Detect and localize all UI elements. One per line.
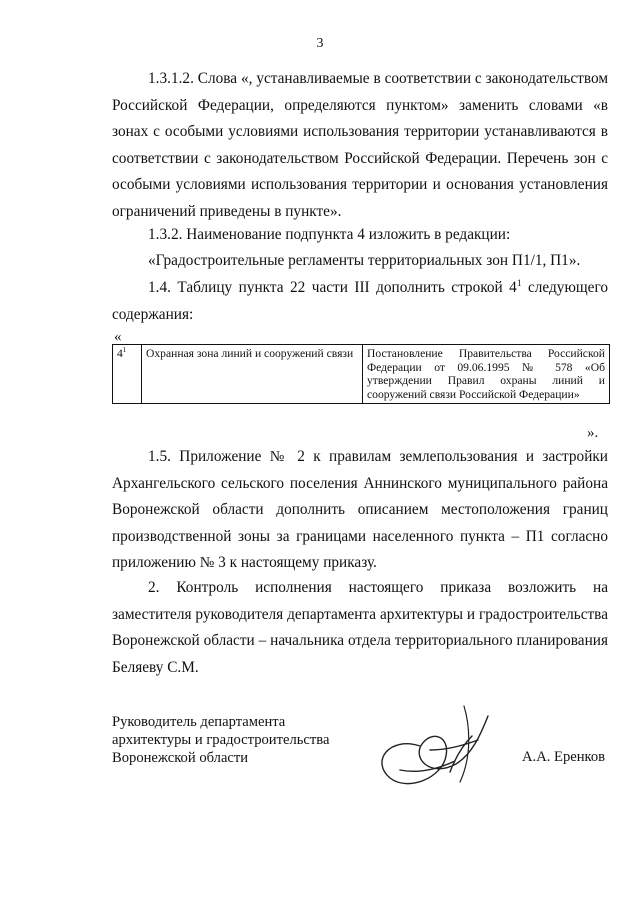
paragraph-1-3-1-2: 1.3.1.2. Слова «, устанавливаемые в соответствии с законодательством Российской Федерации, определяются пунктом» заменить словами «в зонах с особыми условиями использования территории устанавливаются в соответствии с законодательством Российской Федерации. Перечень зон с особыми условиями использования территории и основания установления ограничений приведены в пункте». [112, 70, 608, 220]
table-row [113, 345, 610, 404]
paragraph-1-4-text: 1.4. Таблицу пункта 22 части III дополнить строкой 4 [148, 279, 517, 296]
table-cell-number [113, 345, 142, 404]
open-quote: « [114, 329, 122, 345]
table-cell-legal-basis: Постановление Правительства Российской Федерации от 09.06.1995 № 578 «Об утверждении Правил охраны линий и сооружений связи Российской Федерации» [363, 345, 610, 404]
row-number: 4 [117, 347, 123, 360]
paragraph-1-5: 1.5. Приложение № 2 к правилам землепользования и застройки Архангельского сельского поселения Аннинского муниципального района Воронежской области дополнить описанием местоположения границ производственной зоны за границами населенного пункта – П1 согласно приложению № 3 к настоящему приказу. [112, 448, 608, 572]
paragraph-heading-quote: «Градостроительные регламенты территориальных зон П1/1, П1». [148, 252, 581, 269]
paragraph-2: 2. Контроль исполнения настоящего приказа возложить на заместителя руководителя департамента архитектуры и градостроительства Воронежской области – начальника отдела территориального планирования Беляеву С.М. [112, 579, 608, 676]
paragraph-1-4 [112, 275, 608, 328]
signatory-name: А.А. Еренков [522, 749, 606, 765]
handwritten-signature [360, 686, 500, 796]
position-line-2: архитектуры и градостроительства [112, 732, 330, 748]
signatory-position [112, 713, 329, 767]
paragraph-1-4-tail: следующего содержания: [112, 279, 608, 323]
position-line-3: Воронежской области [112, 750, 249, 766]
paragraph-1-4-superscript: 1 [516, 278, 522, 289]
insert-table [112, 344, 610, 404]
page-number: 3 [316, 36, 324, 51]
table-cell-zone-name: Охранная зона линий и сооружений связи [142, 345, 363, 404]
row-number-superscript: 1 [122, 346, 127, 355]
position-line-1: Руководитель департамента [112, 714, 286, 730]
paragraph-1-3-2: 1.3.2. Наименование подпункта 4 изложить в редакции: [148, 226, 511, 243]
close-quote: ». [587, 425, 599, 441]
